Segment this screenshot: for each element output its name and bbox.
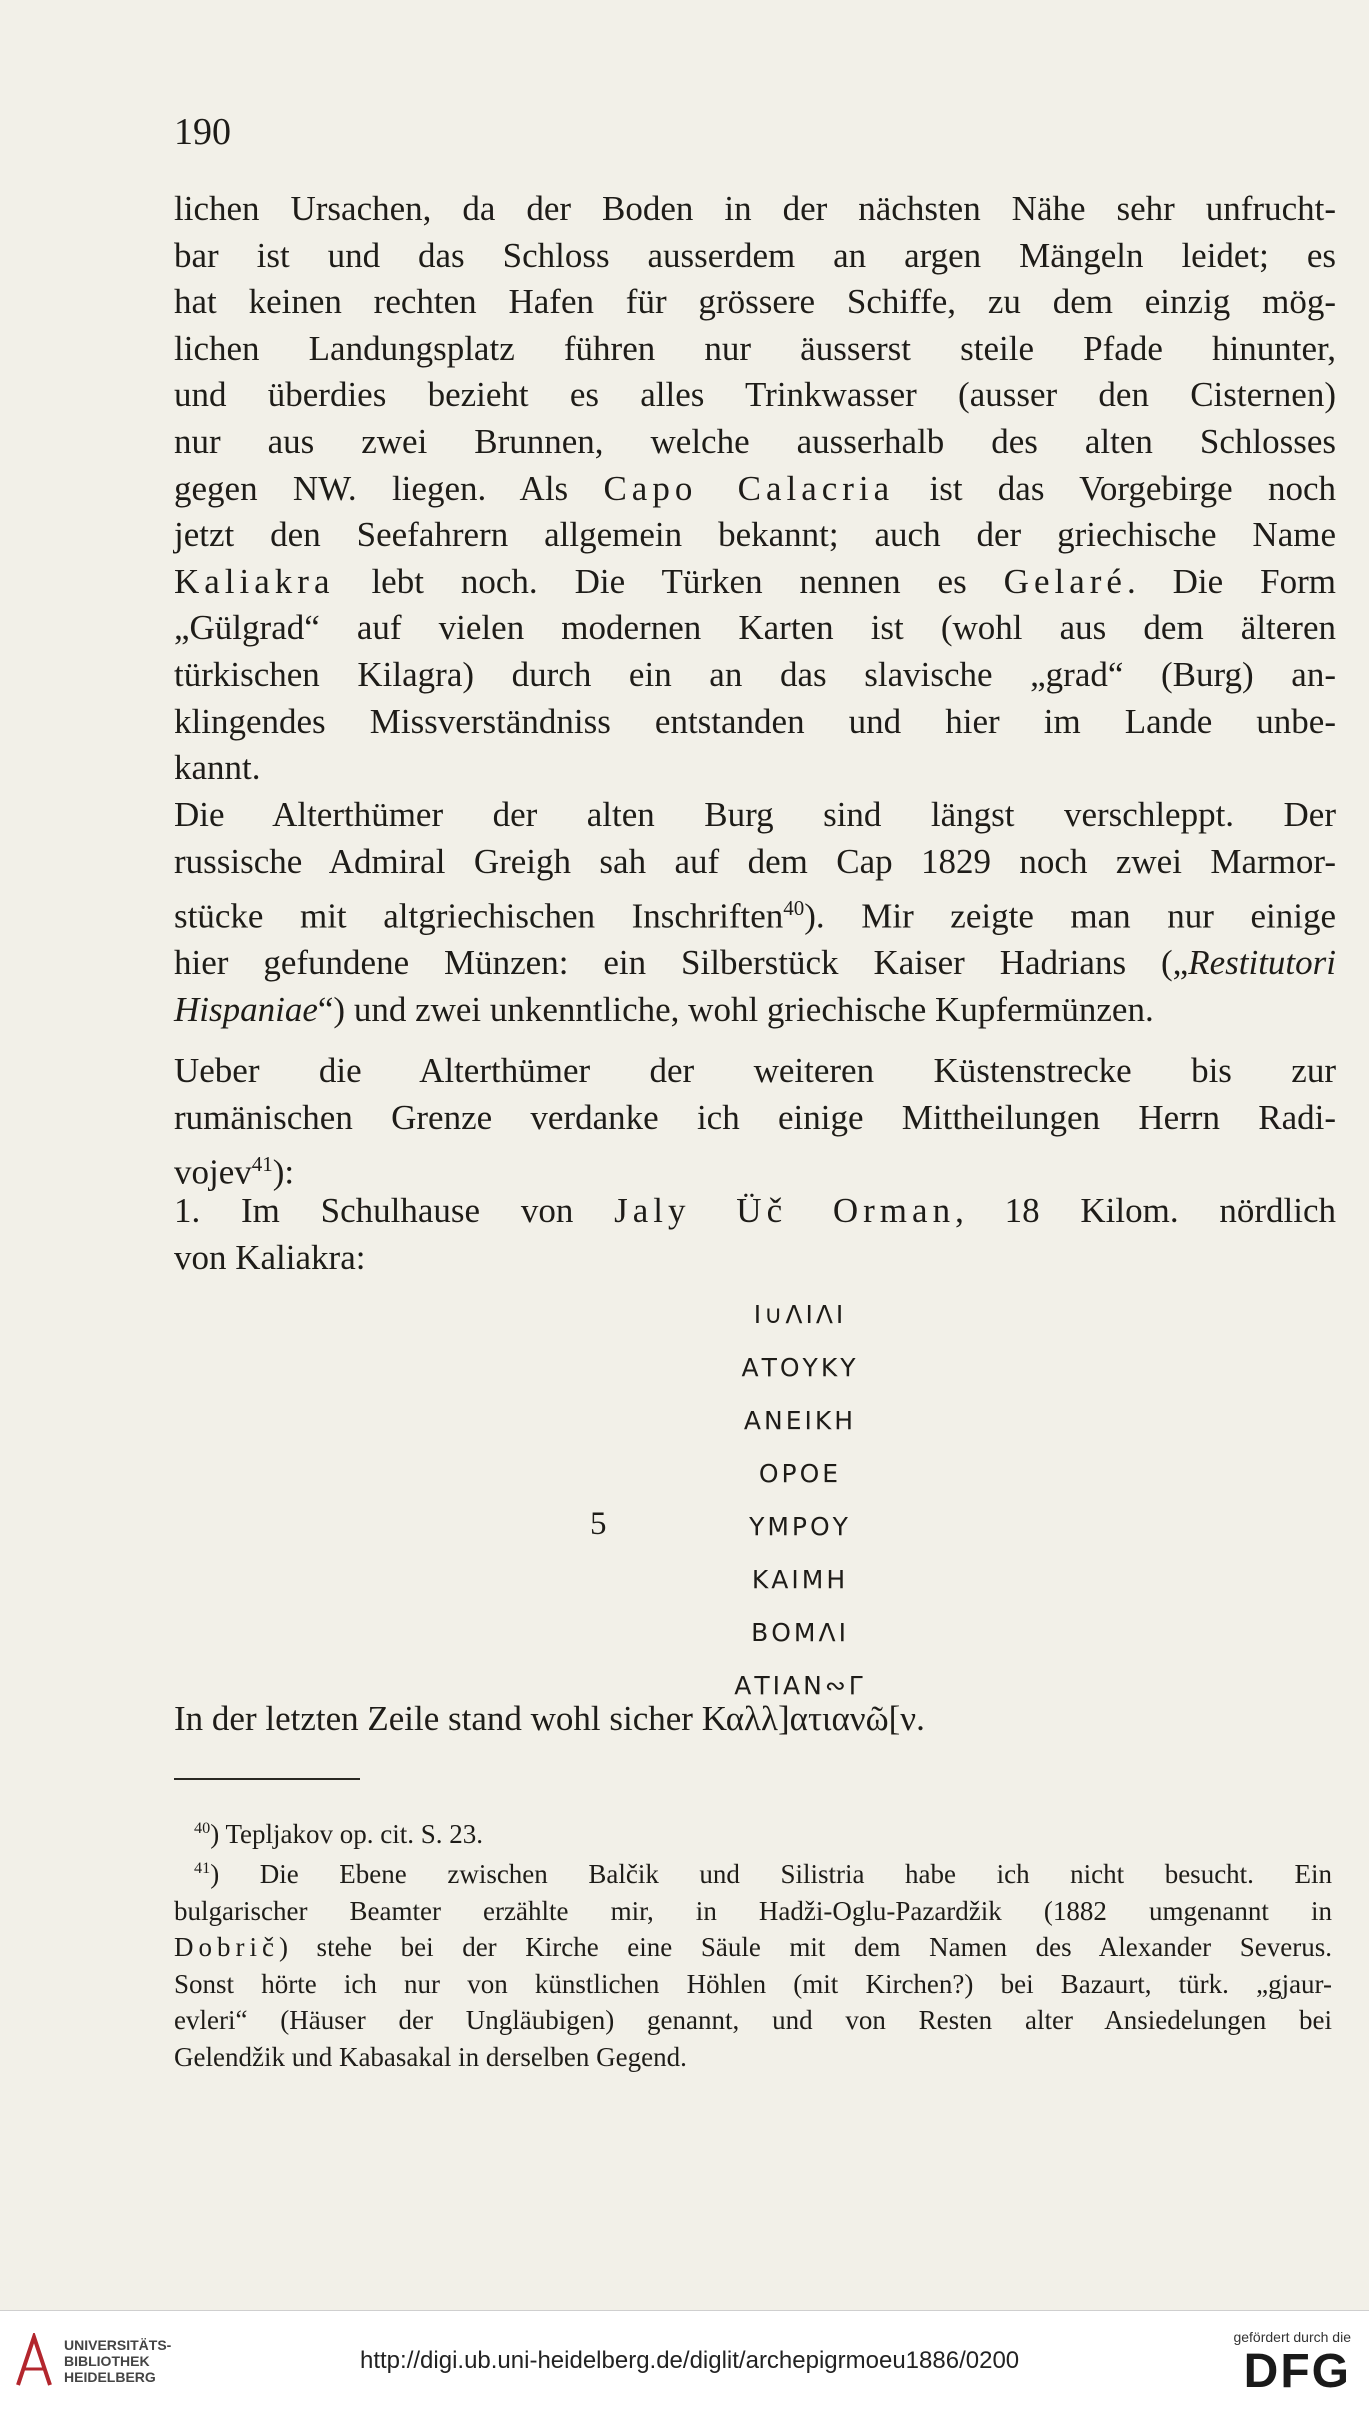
inscription-line: ΑΤΟΥΚΥ [741,1353,859,1382]
text-line: Dobrič) stehe bei der Kirche eine Säule mit dem Namen des Alexander Severus. [174,1932,1332,1962]
text-line: russische Admiral Greigh sah auf dem Cap 1829 noch zwei Marmor- [174,841,1336,881]
paragraph-2 [174,792,1336,1034]
text-line: hat keinen rechten Hafen für grössere Schiffe, zu dem einzig mög- [174,282,1336,322]
text-line: jetzt den Seefahrern allgemein bekannt; auch der griechische Name [174,515,1336,555]
text-line: Sonst hörte ich nur von künstlichen Höhlen (mit Kirchen?) bei Bazaurt, türk. „gjaur- [174,1968,1332,1999]
permalink-url[interactable]: http://digi.ub.uni-heidelberg.de/diglit/archepigrmoeu1886/0200 [360,2347,1020,2374]
text-line: stücke mit altgriechischen Inschriften$^{40}$). Mir zeigte man nur einige [174,896,1336,936]
text-line: bar ist und das Schloss ausserdem an argen Mängeln leidet; es [174,235,1336,275]
inscription-line: ΒΟΜΛΙ [751,1618,849,1647]
viewer-footer [0,2310,1369,2409]
inscription-line: ΑΤΙΑΝ∾Γ [734,1671,866,1700]
library-line: HEIDELBERG [64,2369,156,2385]
inscription-line: ΚΑΙΜΗ [751,1565,849,1594]
page-number: 190 [174,111,231,153]
footnote-rule [174,1778,360,1780]
text-line: Die Alterthümer der alten Burg sind längst verschleppt. Der [174,795,1336,834]
library-logo-icon [14,2333,54,2389]
text-line: vojev$^{41}$): [174,1152,295,1192]
inscription-line: ΑΝΕΙΚΗ [743,1406,857,1435]
library-line: UNIVERSITÄTS- [64,2337,172,2353]
text-line: klingendes Missverständniss entstanden und hier im Lande unbe- [174,701,1336,741]
text-line: Ueber die Alterthümer der weiteren Küstenstrecke bis zur [174,1051,1336,1090]
text-line: „Gülgrad“ auf vielen modernen Karten ist (wohl aus dem älteren [174,608,1336,648]
funder-caption: gefördert durch die [1233,2329,1351,2345]
paragraph-5 [174,1696,1336,1743]
text-line: bulgarischer Beamter erzählte mir, in Hadži-Oglu-Pazardžik (1882 umgenannt in [174,1895,1332,1926]
text-line: Kaliakra lebt noch. Die Türken nennen es Gelaré. Die Form [174,561,1336,601]
inscription-line: ΥΜΡΟΥ [749,1512,851,1541]
text-line: nur aus zwei Brunnen, welche ausserhalb des alten Schlosses [174,421,1336,461]
inscription-line-number: 5 [590,1506,610,1542]
library-name [64,2337,171,2385]
dfg-logo: DFG [1243,2345,1351,2398]
text-line: evleri“ (Häuser der Ungläubigen) genannt, und von Resten alter Ansiedelungen bei [174,2005,1332,2035]
text-line: $^{40}$) Tepljakov op. cit. S. 23. [194,1819,484,1849]
text-line: $^{41}$) Die Ebene zwischen Balčik und Silistria habe ich nicht besucht. Ein [194,1859,1332,1889]
text-line: 1. Im Schulhause von Jaly Üč Orman, 18 Kilom. nördlich [174,1191,1336,1230]
inscription-line: I∪ΛIΛI [753,1300,847,1329]
paragraph-4 [174,1188,1336,1281]
footnote-40 [174,1810,1332,1853]
text-line: von Kaliakra: [174,1237,366,1277]
text-line: lichen Landungsplatz führen nur äusserst steile Pfade hinunter, [174,328,1336,368]
paragraph-3 [174,1048,1336,1196]
text-line: hier gefundene Münzen: ein Silberstück Kaiser Hadrians („Restitutori [174,943,1336,983]
text-line: und überdies bezieht es alles Trinkwasser (ausser den Cisternen) [174,375,1336,415]
library-line: BIBLIOTHEK [64,2353,150,2369]
text-line: Hispaniae“) und zwei unkenntliche, wohl griechische Kupfermünzen. [174,990,1154,1030]
text-line: rumänischen Grenze verdanke ich einige Mittheilungen Herrn Radi- [174,1097,1336,1137]
text-line: lichen Ursachen, da der Boden in der nächsten Nähe sehr unfrucht- [174,189,1336,228]
text-line: kannt. [174,748,261,788]
text-line: In der letzten Zeile stand wohl sicher Καλλ]ατιανῶ[ν. [174,1699,925,1738]
footnote-41 [174,1850,1332,2075]
text-line: Gelendžik und Kabasakal in derselben Gegend. [174,2041,687,2072]
text-line: türkischen Kilagra) durch ein an das slavische „grad“ (Burg) an- [174,654,1336,694]
text-line: gegen NW. liegen. Als Capo Calacria ist das Vorgebirge noch [174,468,1337,508]
inscription-line: ΟΡΟΕ [758,1459,842,1488]
paragraph-1 [174,186,1336,792]
